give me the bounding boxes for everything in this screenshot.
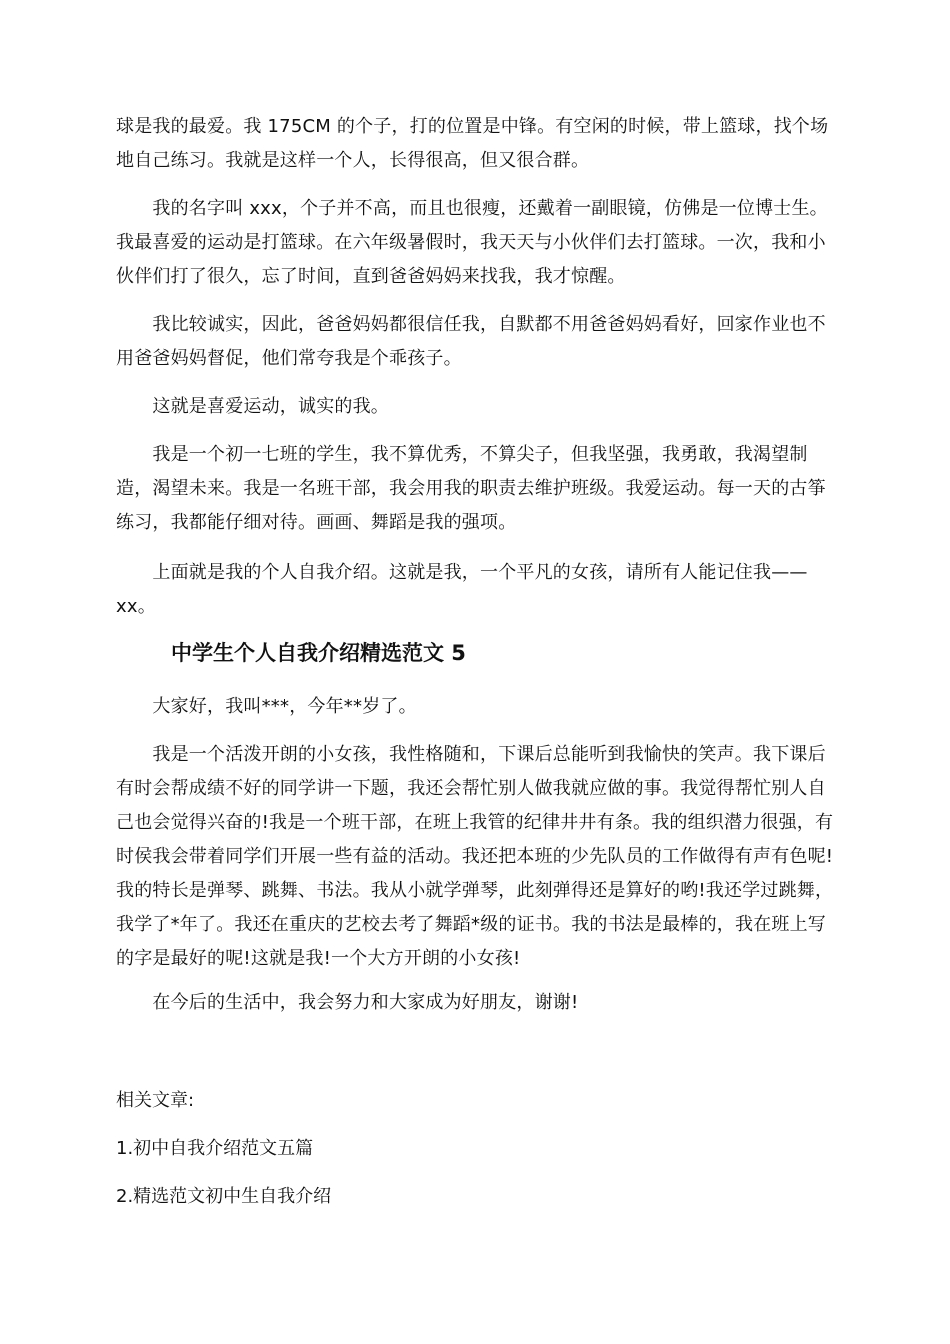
paragraph-summary-sport: 这就是喜爱运动，诚实的我。 [116, 396, 389, 417]
paragraph-basketball-intro: 球是我的最爱。我 175CM 的个子，打的位置是中锋。有空闲的时候，带上篮球，找个场地自己练习。我就是这样一个人，长得很高，但又很合群。 [116, 116, 829, 171]
related-article-link[interactable]: 1.初中自我介绍范文五篇 [116, 1138, 314, 1159]
paragraph-class-seven: 我是一个初一七班的学生，我不算优秀，不算尖子，但我坚强，我勇敢，我渴望制造，渴望未来。我是一名班干部，我会用我的职责去维护班级。我爱运动。每一天的古筝练习，我都能仔细对待。画画、舞蹈是我的强项。 [116, 444, 826, 533]
paragraph-lively-girl: 我是一个活泼开朗的小女孩，我性格随和，下课后总能听到我愉快的笑声。我下课后有时会帮成绩不好的同学讲一下题，我还会帮忙别人做我就应做的事。我觉得帮忙别人自己也会觉得兴奋的!我是一个班干部，在班上我管的纪律井井有条。我的组织潜力很强，有时侯我会带着同学们开展一些有益的活动。我还把本班的少先队员的工作做得有声有色呢!我的特长是弹琴、跳舞、书法。我从小就学弹琴，此刻弹得还是算好的哟!我还学过跳舞，我学了*年了。我还在重庆的艺校去考了舞蹈*级的证书。我的书法是最棒的，我在班上写的字是最好的呢!这就是我!一个大方开朗的小女孩! [116, 744, 834, 969]
paragraph-closing-xx: 上面就是我的个人自我介绍。这就是我，一个平凡的女孩，请所有人能记住我——xx。 [116, 562, 808, 617]
paragraph-future: 在今后的生活中，我会努力和大家成为好朋友，谢谢! [116, 992, 579, 1013]
section-heading: 中学生个人自我介绍精选范文 5 [171, 641, 466, 665]
related-article-link[interactable]: 2.精选范文初中生自我介绍 [116, 1186, 332, 1207]
paragraph-honest: 我比较诚实，因此，爸爸妈妈都很信任我，自默都不用爸爸妈妈看好，回家作业也不用爸爸妈妈督促，他们常夸我是个乖孩子。 [116, 314, 826, 369]
paragraph-name-xxx: 我的名字叫 xxx，个子并不高，而且也很瘦，还戴着一副眼镜，仿佛是一位博士生。我最喜爱的运动是打篮球。在六年级暑假时，我天天与小伙伴们去打篮球。一次，我和小伙伴们打了很久，忘了时间，直到爸爸妈妈来找我，我才惊醒。 [116, 198, 828, 287]
related-articles-label: 相关文章: [116, 1090, 195, 1111]
paragraph-greeting: 大家好，我叫***，今年**岁了。 [116, 696, 417, 717]
